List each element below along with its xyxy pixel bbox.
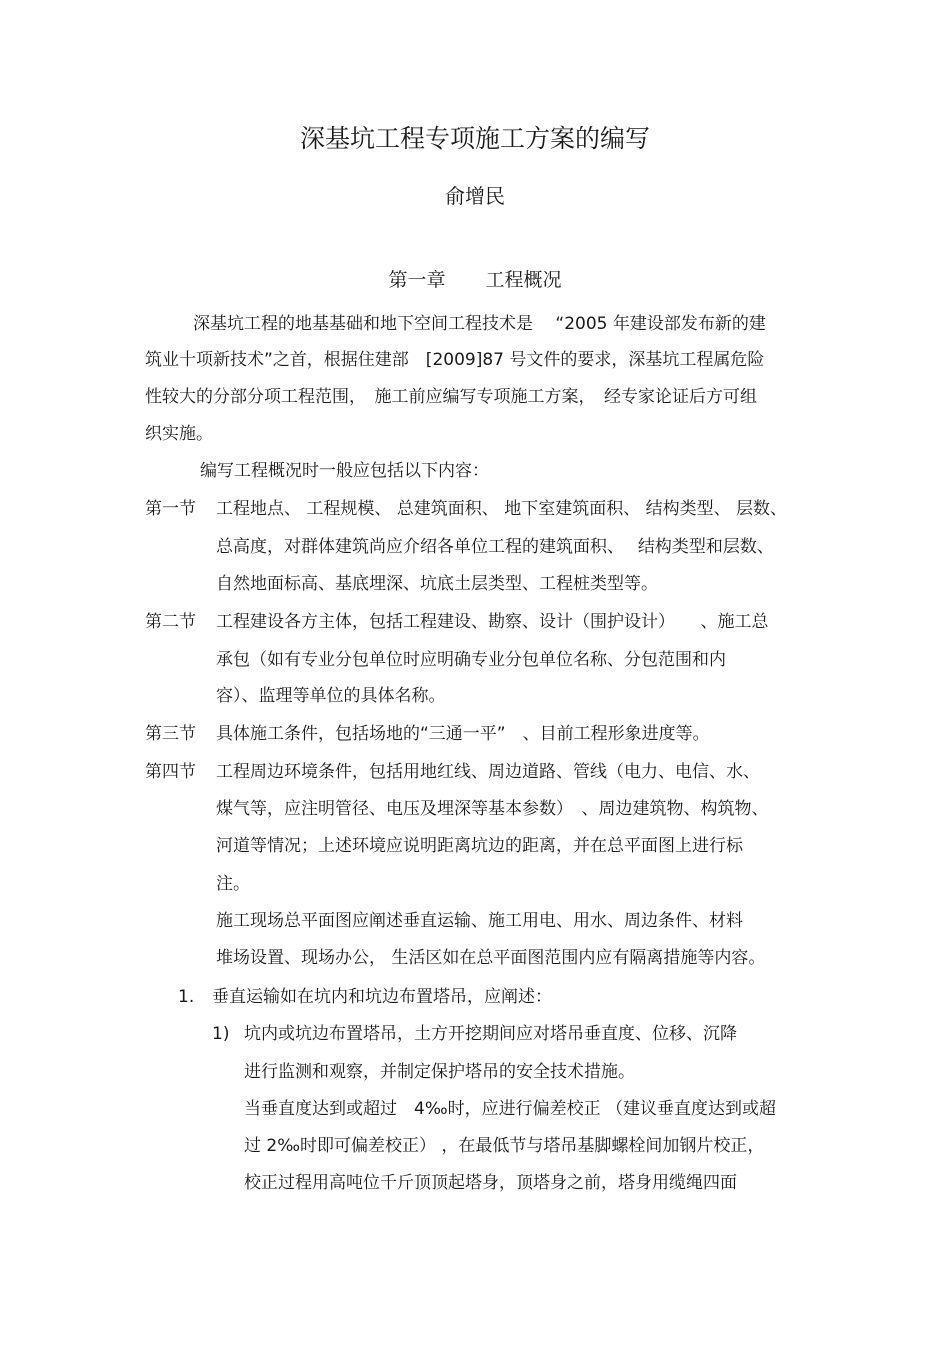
sublist-line: 校正过程用高吨位千斤顶顶起塔身，顶塔身之前，塔身用缆绳四面 bbox=[244, 1173, 737, 1193]
section-line: 注。 bbox=[216, 874, 250, 894]
intro-line: 筑业十项新技术”之首，根据住建部 [2009]87 号文件的要求，深基坑工程属危险 bbox=[145, 350, 765, 370]
list-marker: 1. bbox=[178, 987, 195, 1007]
section-label: 第二节 bbox=[145, 612, 196, 632]
section-label: 第三节 bbox=[145, 724, 196, 744]
intro-line: 深基坑工程的地基基础和地下空间工程技术是 “2005 年建设部发布新的建 bbox=[193, 314, 766, 334]
section-line: 总高度，对群体建筑尚应介绍各单位工程的建筑面积、 结构类型和层数、 bbox=[216, 537, 774, 557]
section-line: 容）、监理等单位的具体名称。 bbox=[216, 686, 446, 706]
sublist-line: 坑内或坑边布置塔吊，土方开挖期间应对塔吊垂直度、位移、沉降 bbox=[244, 1024, 737, 1044]
section-line: 河道等情况；上述环境应说明距离坑边的距离，并在总平面图上进行标 bbox=[216, 836, 743, 856]
section-line: 工程地点、 工程规模、 总建筑面积、 地下室建筑面积、 结构类型、 层数、 bbox=[216, 499, 788, 519]
sublist-line: 当垂直度达到或超过 4‰时，应进行偏差校正 （建议垂直度达到或超 bbox=[244, 1099, 777, 1119]
document-title: 深基坑工程专项施工方案的编写 bbox=[299, 124, 650, 153]
sublist-line: 过 2‰时即可偏差校正） ，在最低节与塔吊基脚螺栓间加钢片校正， bbox=[244, 1136, 765, 1156]
list-item-text: 垂直运输如在坑内和坑边布置塔吊，应阐述： bbox=[212, 987, 552, 1007]
chapter-heading bbox=[0, 267, 950, 293]
sublist-marker: 1) bbox=[212, 1024, 230, 1044]
section-label: 第一节 bbox=[145, 499, 196, 519]
overview-lead: 编写工程概况时一般应包括以下内容： bbox=[200, 461, 489, 481]
intro-line: 织实施。 bbox=[145, 424, 213, 444]
section-label: 第四节 bbox=[145, 762, 196, 782]
section-line: 自然地面标高、基底埋深、坑底土层类型、工程桩类型等。 bbox=[216, 574, 658, 594]
site-plan-line: 施工现场总平面图应阐述垂直运输、施工用电、用水、周边条件、材料 bbox=[216, 911, 743, 931]
section-line: 煤气等，应注明管径、电压及埋深等基本参数） 、周边建筑物、构筑物、 bbox=[216, 799, 769, 819]
intro-line: 性较大的分部分项工程范围， 施工前应编写专项施工方案， 经专家论证后方可组 bbox=[145, 387, 757, 407]
section-line: 工程周边环境条件，包括用地红线、周边道路、管线（电力、电信、水、 bbox=[216, 762, 760, 782]
section-line: 工程建设各方主体，包括工程建设、勘察、设计（围护设计） 、施工总 bbox=[216, 612, 769, 632]
section-line: 具体施工条件，包括场地的“三通一平” 、目前工程形象进度等。 bbox=[216, 724, 710, 744]
sublist-line: 进行监测和观察，并制定保护塔吊的安全技术措施。 bbox=[244, 1062, 635, 1082]
chapter-name: 工程概况 bbox=[485, 269, 562, 291]
section-line: 承包（如有专业分包单位时应明确专业分包单位名称、分包范围和内 bbox=[216, 650, 726, 670]
site-plan-line: 堆场设置、现场办公， 生活区如在总平面图范围内应有隔离措施等内容。 bbox=[216, 948, 766, 968]
chapter-number: 第一章 bbox=[388, 269, 446, 291]
author-name: 俞增民 bbox=[445, 184, 505, 208]
